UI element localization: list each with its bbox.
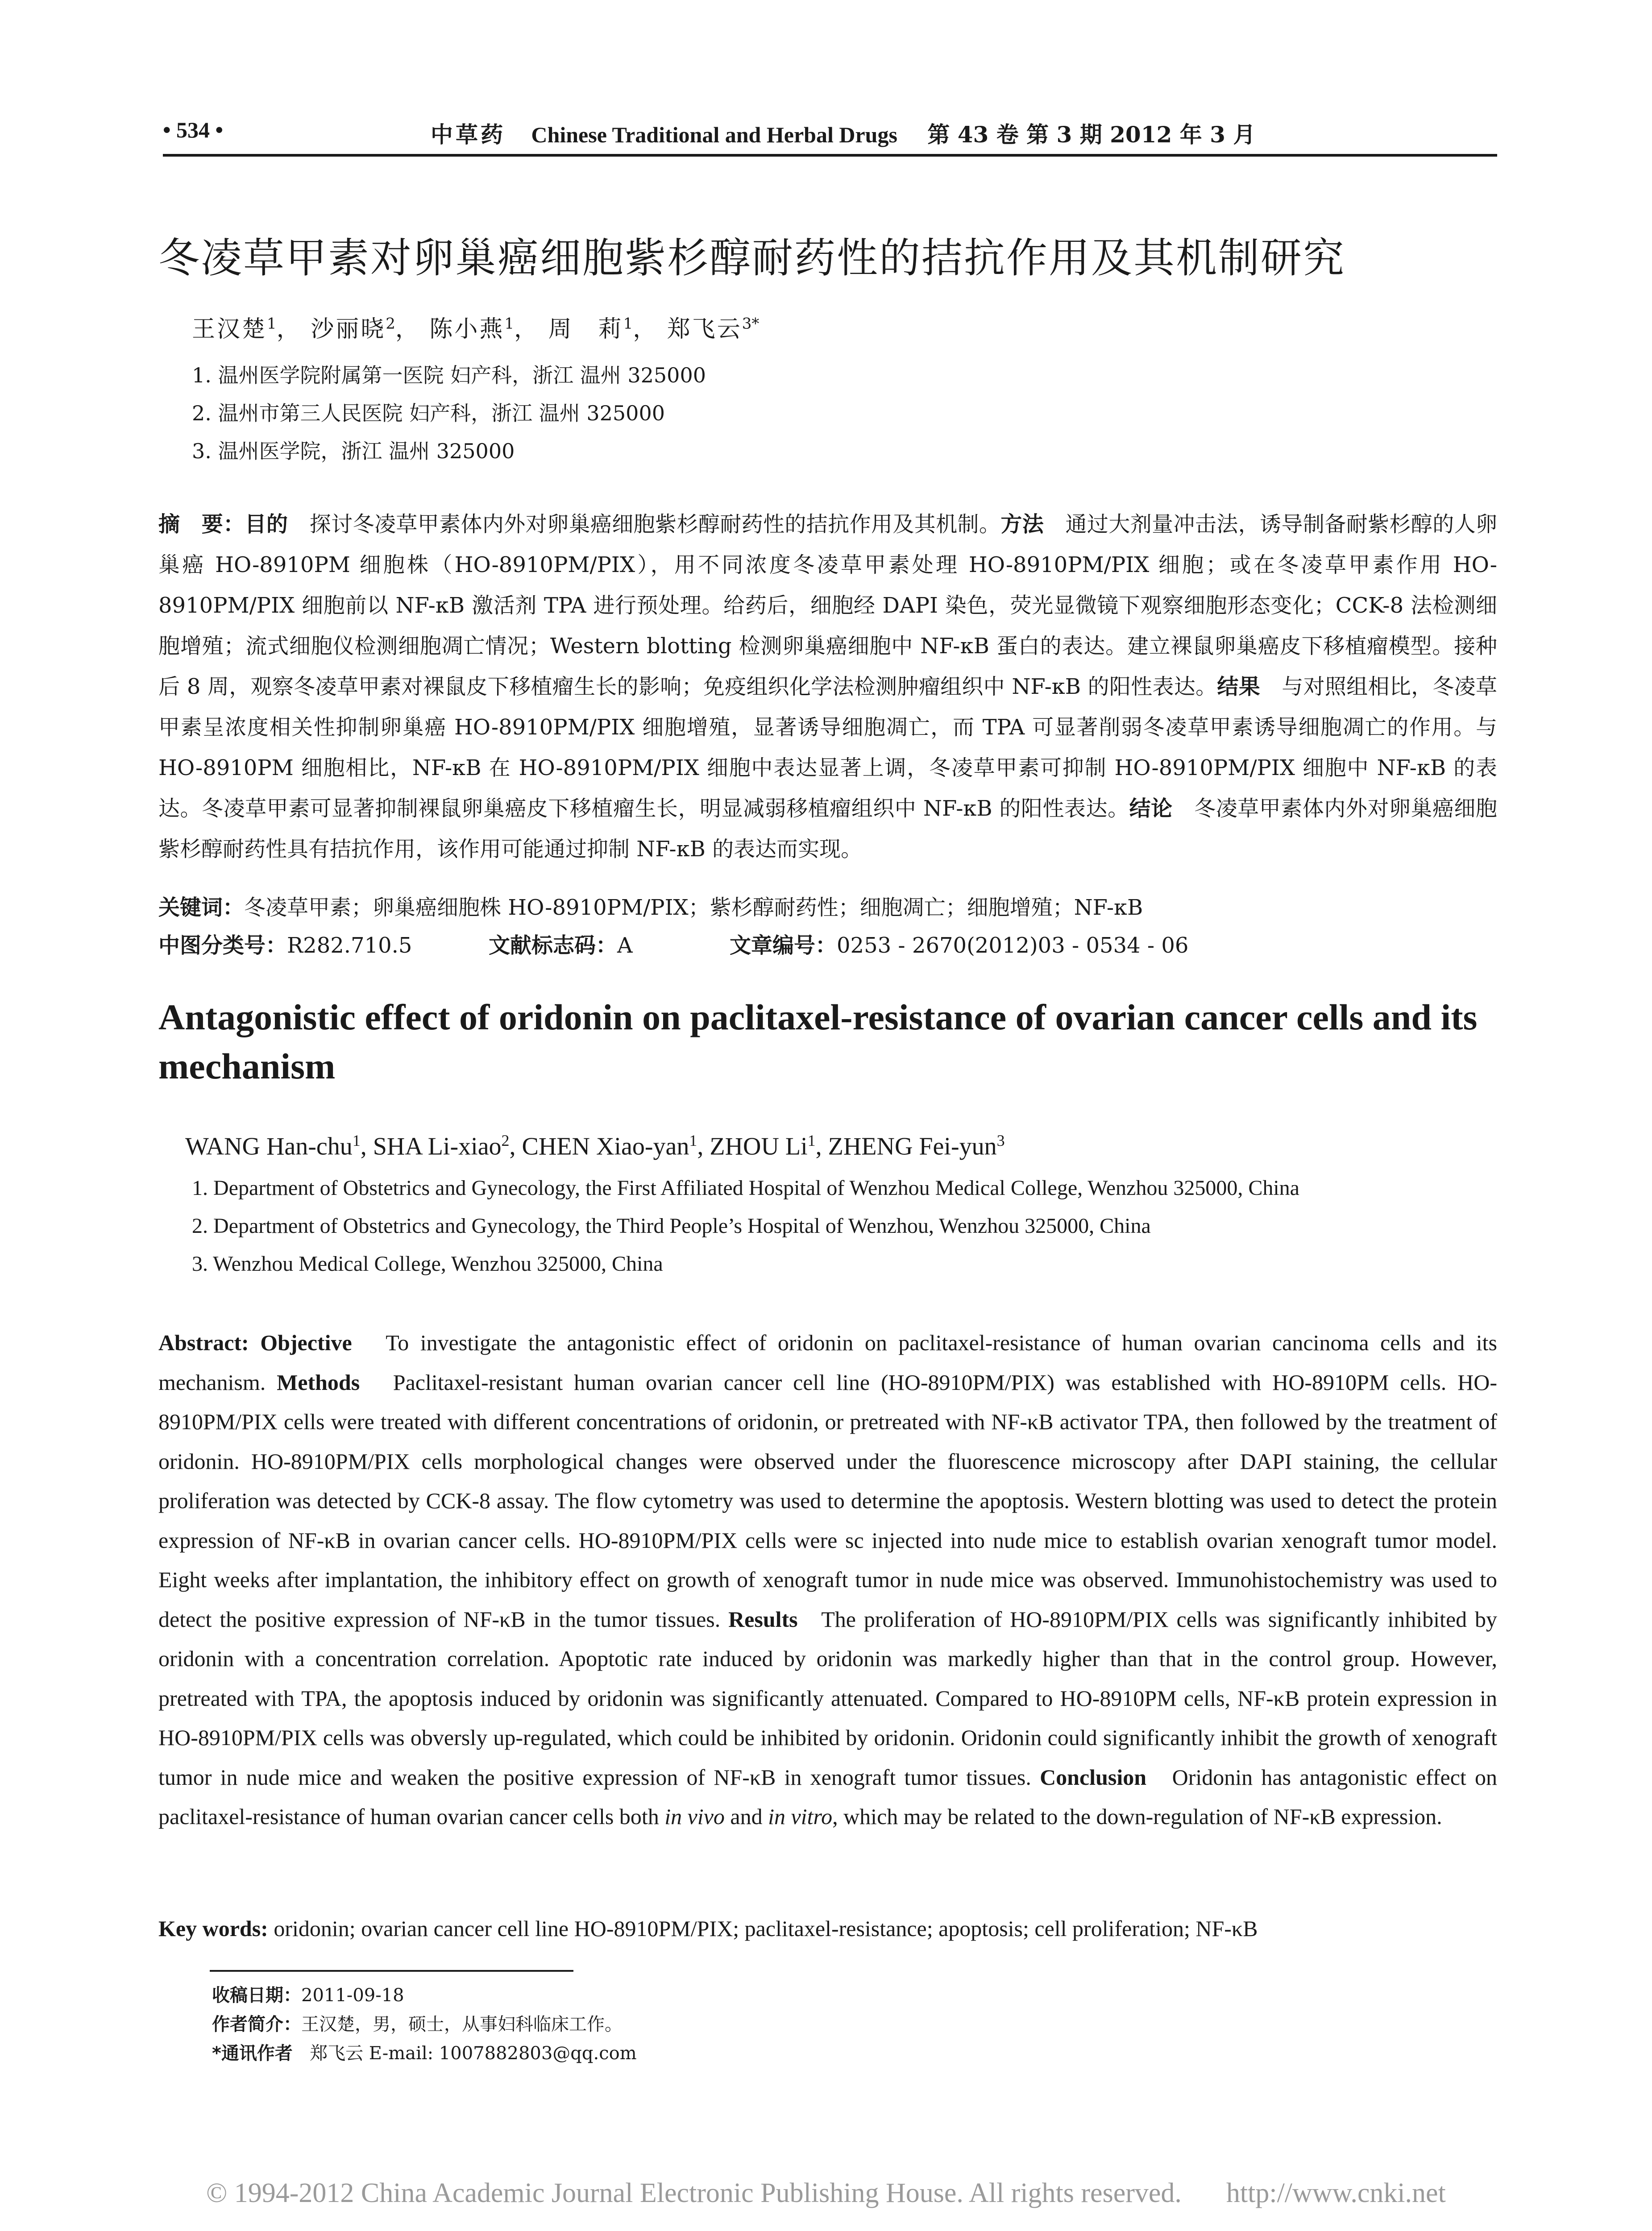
conclusion-label-cn: 结论 xyxy=(1129,796,1173,821)
author-sup: 1 xyxy=(267,315,277,333)
authors-cn: 王汉楚$^1$， 沙丽晓$^2$， 陈小燕$^1$， 周 莉$^1$， 郑飞云$^{3*}$ xyxy=(192,315,760,343)
footnote-received xyxy=(212,1981,404,2007)
doc-code-label: 文献标志码： xyxy=(489,933,618,958)
keywords-cn-text: 冬凌草甲素；卵巢癌细胞株 HO-8910PM/PIX；紫杉醇耐药性；细胞凋亡；细胞增殖；NF-κB xyxy=(244,895,1143,920)
in-vitro-text: in vitro xyxy=(768,1804,833,1829)
objective-text-en: To investigate the antagonistic effect of oridonin on paclitaxel-resistance of human ovarian cancinoma cells and its mechanism. xyxy=(158,1330,1497,1395)
footnote-author xyxy=(212,2010,623,2036)
clc-value: R282.710.5 xyxy=(287,933,412,958)
doc-code-item xyxy=(489,928,730,959)
corresponding-label: *通讯作者 xyxy=(212,2043,293,2064)
author-cn: 王汉楚 xyxy=(192,316,267,343)
author-en: SHA Li-xiao xyxy=(373,1132,502,1161)
affiliation-en: 1. Department of Obstetrics and Gynecology, the First Affiliated Hospital of Wenzhou Medical College, Wenzhou 325000, China xyxy=(192,1176,1299,1200)
author-sup: 1 xyxy=(807,1132,816,1149)
author-bio-label: 作者简介： xyxy=(212,2014,301,2035)
author-cn: 郑飞云 xyxy=(667,316,742,343)
keywords-cn-label: 关键词： xyxy=(158,895,245,920)
author-en: WANG Han-chu xyxy=(185,1132,353,1161)
article-title-en: Antagonistic effect of oridonin on paclitaxel-resistance of ovarian cancer cells and its mechanism xyxy=(158,997,1478,1086)
cnki-link[interactable]: http://www.cnki.net xyxy=(1226,2178,1446,2208)
keywords-cn xyxy=(158,890,1497,921)
author-sup: 2 xyxy=(386,315,395,333)
article-number-item xyxy=(730,928,1188,959)
journal-line xyxy=(431,117,1255,149)
author-sup: 1 xyxy=(623,315,633,333)
journal-volume: 第 43 卷 第 3 期 2012 年 3 月 xyxy=(927,121,1256,148)
affiliation-en: 2. Department of Obstetrics and Gynecology, the Third People’s Hospital of Wenzhou, Wenzhou 325000, China xyxy=(192,1214,1151,1238)
author-en: ZHOU Li xyxy=(710,1132,808,1161)
affiliation-cn: 2. 温州市第三人民医院 妇产科，浙江 温州 325000 xyxy=(192,401,665,425)
conclusion-text-en: Oridonin has antagonistic effect on paclitaxel-resistance of human ovarian cancer cells both xyxy=(158,1764,1497,1829)
objective-label-cn: 目的 xyxy=(245,512,288,537)
footnote-rule xyxy=(210,1970,573,1972)
results-text-cn: 与对照组相比，冬凌草甲素呈浓度相关性抑制卵巢癌 HO-8910PM/PIX 细胞增殖，显著诱导细胞凋亡，而 TPA 可显著削弱冬凌草甲素诱导细胞凋亡的作用。与 HO-8910PM 细胞相比，NF-κB 在 HO-8910PM/PIX 细胞中表达显著上调，冬凌草甲素可抑制 HO-8910PM/PIX 细胞中 NF-κB 的表达。冬凌草甲素可显著抑制裸鼠卵巢癌皮下移植瘤生长，明显减弱移植瘤组织中 NF-κB 的阳性表达。 xyxy=(158,674,1497,821)
author-sup: 3 xyxy=(996,1132,1005,1149)
author-sup: 1 xyxy=(352,1132,361,1149)
received-label: 收稿日期： xyxy=(212,1985,301,2006)
results-label-en: Results xyxy=(728,1606,798,1632)
abstract-en xyxy=(158,1323,1497,1837)
abstract-cn-label: 摘 要： xyxy=(158,512,245,537)
conclusion-text-cn: 冬凌草甲素体内外对卵巢癌细胞紫杉醇耐药性具有拮抗作用，该作用可能通过抑制 NF-κB 的表达而实现。 xyxy=(158,796,1497,862)
and-text: and xyxy=(730,1804,763,1829)
author-sup: 1 xyxy=(504,315,515,333)
author-cn: 周 莉 xyxy=(548,316,623,343)
page-number: • 534 • xyxy=(163,117,224,142)
methods-label-cn: 方法 xyxy=(1000,512,1044,537)
affiliation-en: 3. Wenzhou Medical College, Wenzhou 325000, China xyxy=(192,1252,663,1276)
author-sup: 1 xyxy=(689,1132,697,1149)
footnote-corresponding xyxy=(212,2039,637,2065)
conclusion-label-en: Conclusion xyxy=(1040,1764,1147,1790)
abstract-cn xyxy=(158,504,1497,870)
affiliation-cn: 3. 温州医学院，浙江 温州 325000 xyxy=(192,439,515,463)
received-date: 2011-09-18 xyxy=(301,1985,404,2006)
copyright-line xyxy=(0,2177,1652,2209)
methods-label-en: Methods xyxy=(277,1369,360,1395)
running-header xyxy=(163,117,1497,153)
keywords-en xyxy=(158,1916,1497,1941)
article-number-value: 0253 - 2670(2012)03 - 0534 - 06 xyxy=(837,933,1189,958)
author-sup: 3* xyxy=(742,315,760,333)
author-bio: 王汉楚，男，硕士，从事妇科临床工作。 xyxy=(301,2014,623,2035)
doc-code-value: A xyxy=(617,933,633,958)
article-number-label: 文章编号： xyxy=(730,933,837,958)
affiliation-cn: 1. 温州医学院附属第一医院 妇产科，浙江 温州 325000 xyxy=(192,363,706,387)
results-text-en: The proliferation of HO-8910PM/PIX cells was significantly inhibited by oridonin with a concentration correlation. Apoptotic rate induced by oridonin was markedly higher than that in the control group. However, pretreated with TPA, the apoptosis induced by oridonin was significantly attenuated. Compared to HO-8910PM cells, NF-κB protein expression in HO-8910PM/PIX cells was obversly up-regulated, which could be inhibited by oridonin. Oridonin could significantly inhibit the growth of xenograft tumor in nude mice and weaken the positive expression of NF-κB in xenograft tumor tissues. xyxy=(158,1606,1497,1790)
author-cn: 沙丽晓 xyxy=(311,316,386,343)
header-rule xyxy=(163,154,1497,157)
classification-line xyxy=(158,928,1497,959)
author-en: ZHENG Fei-yun xyxy=(828,1132,997,1161)
journal-name-cn: 中草药 xyxy=(431,122,506,148)
conclusion-text-en-end: , which may be related to the down-regulation of NF-κB expression. xyxy=(832,1804,1442,1829)
objective-label-en: Objective xyxy=(260,1330,352,1355)
keywords-en-text: oridonin; ovarian cancer cell line HO-8910PM/PIX; paclitaxel-resistance; apoptosis; cell proliferation; NF-κB xyxy=(274,1916,1258,1941)
copyright-text: © 1994-2012 China Academic Journal Electronic Publishing House. All rights reserved. xyxy=(206,2178,1182,2208)
author-sup: 2 xyxy=(501,1132,510,1149)
abstract-en-label: Abstract: xyxy=(158,1330,249,1355)
corresponding-info: 郑飞云 E-mail: 1007882803@qq.com xyxy=(310,2043,637,2064)
methods-text-cn: 通过大剂量冲击法，诱导制备耐紫杉醇的人卵巢癌 HO-8910PM 细胞株（HO-8910PM/PIX），用不同浓度冬凌草甲素处理 HO-8910PM/PIX 细胞；或在冬凌草甲素作用 HO-8910PM/PIX 细胞前以 NF-κB 激活剂 TPA 进行预处理。给药后，细胞经 DAPI 染色，荧光显微镜下观察细胞形态变化；CCK-8 法检测细胞增殖；流式细胞仪检测细胞凋亡情况；Western blotting 检测卵巢癌细胞中 NF-κB 蛋白的表达。建立裸鼠卵巢癌皮下移植瘤模型。接种后 8 周，观察冬凌草甲素对裸鼠皮下移植瘤生长的影响；免疫组织化学法检测肿瘤组织中 NF-κB 的阳性表达。 xyxy=(158,512,1497,699)
article-title-cn: 冬凌草甲素对卵巢癌细胞紫杉醇耐药性的拮抗作用及其机制研究 xyxy=(158,234,1346,282)
clc-item xyxy=(158,928,489,959)
in-vivo-text: in vivo xyxy=(664,1804,725,1829)
keywords-en-label: Key words: xyxy=(158,1916,268,1941)
author-en: CHEN Xiao-yan xyxy=(522,1132,689,1161)
author-cn: 陈小燕 xyxy=(429,316,505,343)
authors-en: WANG Han-chu$^1$, SHA Li-xiao$^2$, CHEN Xiao-yan$^1$, ZHOU Li$^1$, ZHENG Fei-yun$^3$ xyxy=(185,1132,1005,1161)
journal-name-en: Chinese Traditional and Herbal Drugs xyxy=(531,122,897,147)
results-label-cn: 结果 xyxy=(1217,674,1260,699)
methods-text-en: Paclitaxel-resistant human ovarian cancer cell line (HO-8910PM/PIX) was established with HO-8910PM cells. HO-8910PM/PIX cells were treated with different concentrations of oridonin, or pretreated with NF-κB activator TPA, then followed by the treatment of oridonin. HO-8910PM/PIX cells morphological changes were observed under the fluorescence microscopy after DAPI staining, the cellular proliferation was detected by CCK-8 assay. The flow cytometry was used to determine the apoptosis. Western blotting was used to detect the protein expression of NF-κB in ovarian cancer cells. HO-8910PM/PIX cells were sc injected into nude mice to establish ovarian xenograft tumor model. Eight weeks after implantation, the inhibitory effect on growth of xenograft tumor in nude mice was observed. Immunohistochemistry was used to detect the positive expression of NF-κB in the tumor tissues. xyxy=(158,1369,1497,1632)
objective-text-cn: 探讨冬凌草甲素体内外对卵巢癌细胞紫杉醇耐药性的拮抗作用及其机制。 xyxy=(309,512,1001,537)
clc-label: 中图分类号： xyxy=(158,933,287,958)
